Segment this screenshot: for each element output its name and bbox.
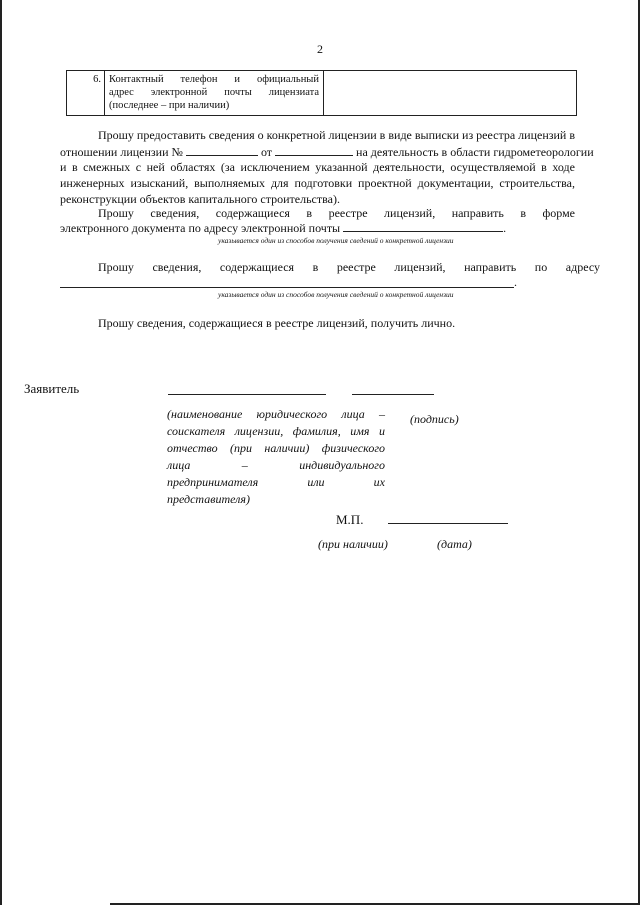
signature-field[interactable]: [352, 394, 434, 395]
license-number-field[interactable]: [186, 144, 258, 156]
applicant-label: Заявитель: [24, 381, 80, 396]
paragraph-line: [60, 144, 594, 160]
hint-line: представителя): [167, 492, 250, 506]
hint-line: предпринимателя или их: [167, 475, 385, 489]
license-number-label: отношении лицензии №: [60, 145, 183, 159]
paragraph-line: Прошу сведения, содержащиеся в реестре лицензий, направить в форме: [98, 206, 575, 220]
license-date-label: от: [260, 145, 273, 159]
email-address-field[interactable]: [343, 220, 503, 232]
page-number: 2: [317, 42, 323, 56]
paragraph-line: инженерных изысканий, выполняемых для подготовки проектной документации, строительства,: [60, 176, 575, 190]
signature-hint: (подпись): [410, 412, 459, 426]
paragraph-line: Прошу предоставить сведения о конкретной лицензии в виде выписки из реестра лицензий в: [98, 128, 576, 142]
paragraph-line: и в смежных с ней областях (за исключением указанной деятельности, осуществляемой в ходе: [60, 160, 575, 174]
license-activity-text: на деятельность в области гидрометеорологии: [356, 145, 594, 159]
line-end-period: .: [514, 275, 517, 289]
row-value-cell[interactable]: [324, 71, 577, 116]
stamp-hint: (при наличии): [318, 537, 388, 551]
email-delivery-label: электронного документа по адресу электронной почты: [60, 221, 341, 235]
paragraph-line: [60, 220, 575, 236]
row-label-line: Контактный телефон и официальный: [109, 74, 319, 85]
date-field[interactable]: [388, 523, 508, 524]
row-number: 6.: [67, 71, 105, 116]
hint-line: отчество (при наличии) физического: [167, 441, 385, 455]
hint-line: лица – индивидуального: [167, 458, 385, 472]
row-label-line: адрес электронной почты лицензиата: [109, 87, 319, 98]
stamp-label: М.П.: [336, 512, 364, 527]
date-hint: (дата): [437, 537, 472, 551]
license-date-field[interactable]: [275, 144, 353, 156]
applicant-name-hint: [167, 406, 385, 508]
paragraph-line: Прошу сведения, содержащиеся в реестре лицензий, направить по адресу: [98, 260, 600, 274]
hint-line: (наименование юридического лица –: [167, 407, 385, 421]
paragraph-line: реконструкции объектов капитального строительства).: [60, 192, 340, 206]
applicant-name-field[interactable]: [168, 394, 326, 395]
hint-line: соискателя лицензии, фамилия, имя и: [167, 424, 385, 438]
line-end-period: .: [503, 221, 507, 235]
delivery-method-hint: указывается один из способов получения сведений о конкретной лицензии: [218, 236, 454, 245]
page-border-left: [0, 0, 2, 905]
delivery-method-hint: указывается один из способов получения сведений о конкретной лицензии: [218, 290, 454, 299]
row-label: [105, 71, 324, 116]
paragraph-line: Прошу сведения, содержащиеся в реестре лицензий, получить лично.: [98, 316, 456, 330]
table-row: [67, 71, 577, 116]
postal-address-field[interactable]: [60, 287, 514, 288]
contact-table: [66, 70, 577, 116]
row-label-line: (последнее – при наличии): [109, 100, 230, 111]
